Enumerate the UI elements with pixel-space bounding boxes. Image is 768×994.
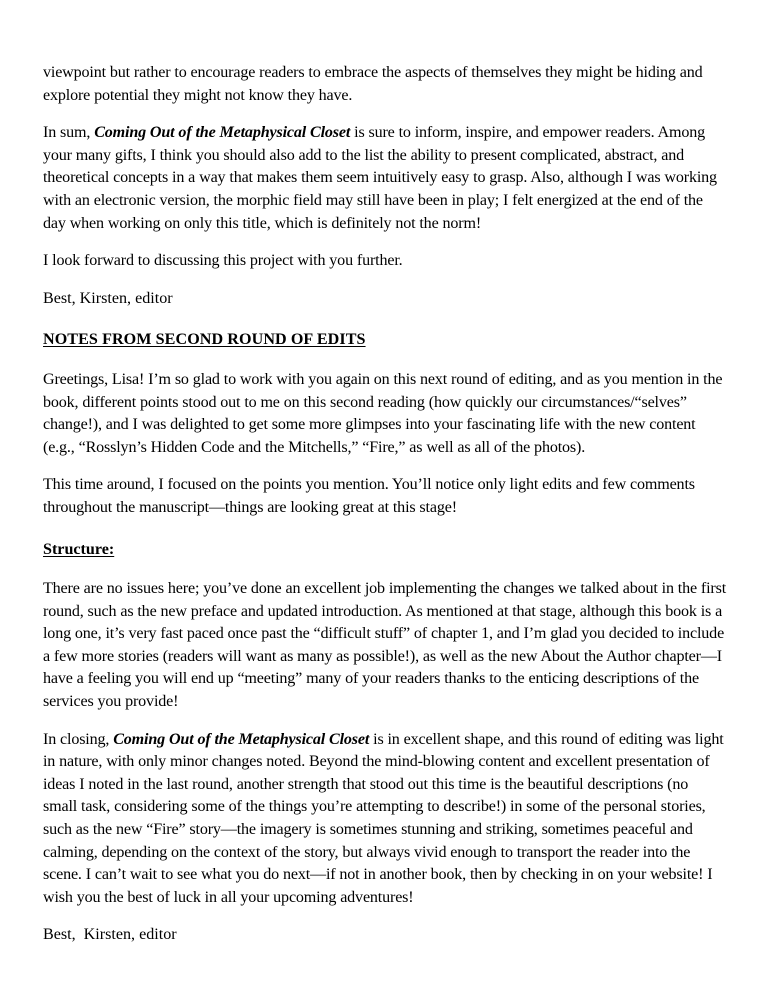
paragraph-in-closing-rest: is in excellent shape, and this round of editing was light in nature, with only minor changes noted. Beyond the mind-blowing content and excellent presentation of ideas I noted in the last round, another strength that stood out this time is the beautiful descriptions (no small task, considering some of the things you’re attempting to describe!) in some of the personal stories, such as the new “Fire” story—the imagery is sometimes stunning and striking, sometimes peaceful and calming, depending on the context of the story, but always vivid enough to transport the reader into the scene. I can’t wait to see what you do next—if not in another book, then by checking in on your website! I wish you the best of luck in all your upcoming adventures! <box>43 730 724 906</box>
document-body <box>43 62 726 947</box>
paragraph-viewpoint: viewpoint but rather to encourage readers to embrace the aspects of themselves they might be hiding and explore potential they might not know they have. <box>43 64 703 104</box>
heading-structure: Structure: <box>43 540 115 558</box>
book-title-emphasis: Coming Out of the Metaphysical Closet <box>94 124 351 142</box>
paragraph-in-sum <box>43 122 726 235</box>
paragraph-in-sum-lead: In sum, <box>43 124 95 142</box>
signoff-second: Best, Kirsten, editor <box>43 926 177 944</box>
heading-notes-second-round: NOTES FROM SECOND ROUND OF EDITS <box>43 331 366 349</box>
signoff-first: Best, Kirsten, editor <box>43 289 173 307</box>
paragraph-in-sum-rest: is sure to inform, inspire, and empower readers. Among your many gifts, I think you should also add to the list the ability to present complicated, abstract, and theoretical concepts in a way that makes them seem intuitively easy to grasp. Also, although I was working with an electronic version, the morphic field may still have been in play; I felt energized at the end of the day when working on only this title, which is definitely not the norm! <box>43 124 717 232</box>
paragraph-no-issues: There are no issues here; you’ve done an excellent job implementing the changes we talked about in the first round, such as the new preface and updated introduction. As mentioned at that stage, although this book is a long one, it’s very fast paced once past the “difficult stuff” of chapter 1, and I’m glad you decided to include a few more stories (readers will want as many as possible!), as well as the new About the Author chapter—I have a feeling you will end up “meeting” many of your readers thanks to the enticing descriptions of the services you provide! <box>43 580 727 711</box>
paragraph-greetings: Greetings, Lisa! I’m so glad to work with you again on this next round of editing, and as you mention in the book, different points stood out to me on this second reading (how quickly our circumstances/“selves” change!), and I was delighted to get some more glimpses into your fascinating life with the new content (e.g., “Rosslyn’s Hidden Code and the Mitchells,” “Fire,” as well as all of the photos). <box>43 370 723 456</box>
paragraph-look-forward: I look forward to discussing this project with you further. <box>43 252 403 270</box>
paragraph-in-closing-lead: In closing, <box>43 730 114 748</box>
paragraph-in-closing <box>43 729 726 910</box>
book-title-emphasis-closing: Coming Out of the Metaphysical Closet <box>113 730 370 748</box>
paragraph-this-time-around: This time around, I focused on the points you mention. You’ll notice only light edits and few comments throughout the manuscript—things are looking great at this stage! <box>43 476 695 516</box>
